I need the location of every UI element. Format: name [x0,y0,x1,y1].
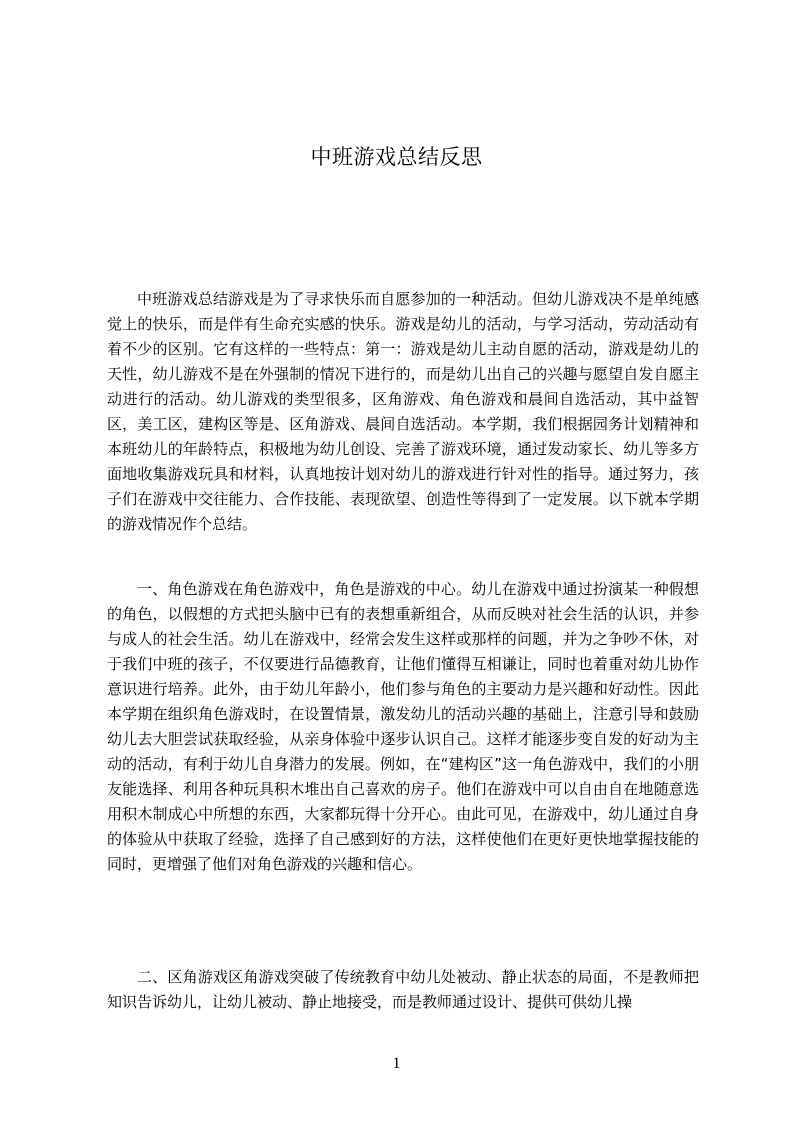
page-number: 1 [392,1055,401,1072]
page-title: 中班游戏总结反思 [310,145,483,169]
paragraph-intro: 中班游戏总结游戏是为了寻求快乐而自愿参加的一种活动。但幼儿游戏决不是单纯感觉上的快乐，而是伴有生命充实感的快乐。游戏是幼儿的活动，与学习活动，劳动活动有着不少的区别。它有这样的一些特点：第一：游戏是幼儿主动自愿的活动，游戏是幼儿的天性，幼儿游戏不是在外强制的情况下进行的，而是幼儿出自己的兴趣与愿望自发自愿主动进行的活动。幼儿游戏的类型很多，区角游戏、角色游戏和晨间自选活动，其中益智区，美工区，建构区等是、区角游戏、晨间自选活动。本学期，我们根据园务计划精神和本班幼儿的年龄特点，积极地为幼儿创设、完善了游戏环境，通过发动家长、幼儿等多方面地收集游戏玩具和材料，认真地按计划对幼儿的游戏进行针对性的指导。通过努力，孩子们在游戏中交往能力、合作技能、表现欲望、创造性等得到了一定发展。以下就本学期的游戏情况作个总结。 [107,290,699,533]
paragraph-corner-play: 二、区角游戏区角游戏突破了传统教育中幼儿处被动、静止状态的局面，不是教师把知识告诉幼儿，让幼儿被动、静止地接受，而是教师通过设计、提供可供幼儿操 [107,968,699,1011]
paragraph-role-play: 一、角色游戏在角色游戏中，角色是游戏的中心。幼儿在游戏中通过扮演某一种假想的角色，以假想的方式把头脑中已有的表想重新组合，从而反映对社会生活的认识，并参与成人的社会生活。幼儿在游戏中，经常会发生这样或那样的问题，并为之争吵不休，对于我们中班的孩子，不仅要进行品德教育，让他们懂得互相谦让，同时也着重对幼儿协作意识进行培养。此外，由于幼儿年龄小，他们参与角色的主要动力是兴趣和好动性。因此本学期在组织角色游戏时，在设置情景，激发幼儿的活动兴趣的基础上，注意引导和鼓励幼儿去大胆尝试获取经验，从亲身体验中逐步认识自己。这样才能逐步变自发的好动为主动的活动，有利于幼儿自身潜力的发展。例如，在“建构区”这一角色游戏中，我们的小朋友能选择、利用各种玩具积木堆出自己喜欢的房子。他们在游戏中可以自由自在地随意选用积木制成心中所想的东西，大家都玩得十分开心。由此可见，在游戏中，幼儿通过自身的体验从中获取了经验，选择了自己感到好的方法，这样使他们在更好更快地掌握技能的同时，更增强了他们对角色游戏的兴趣和信心。 [107,580,699,873]
